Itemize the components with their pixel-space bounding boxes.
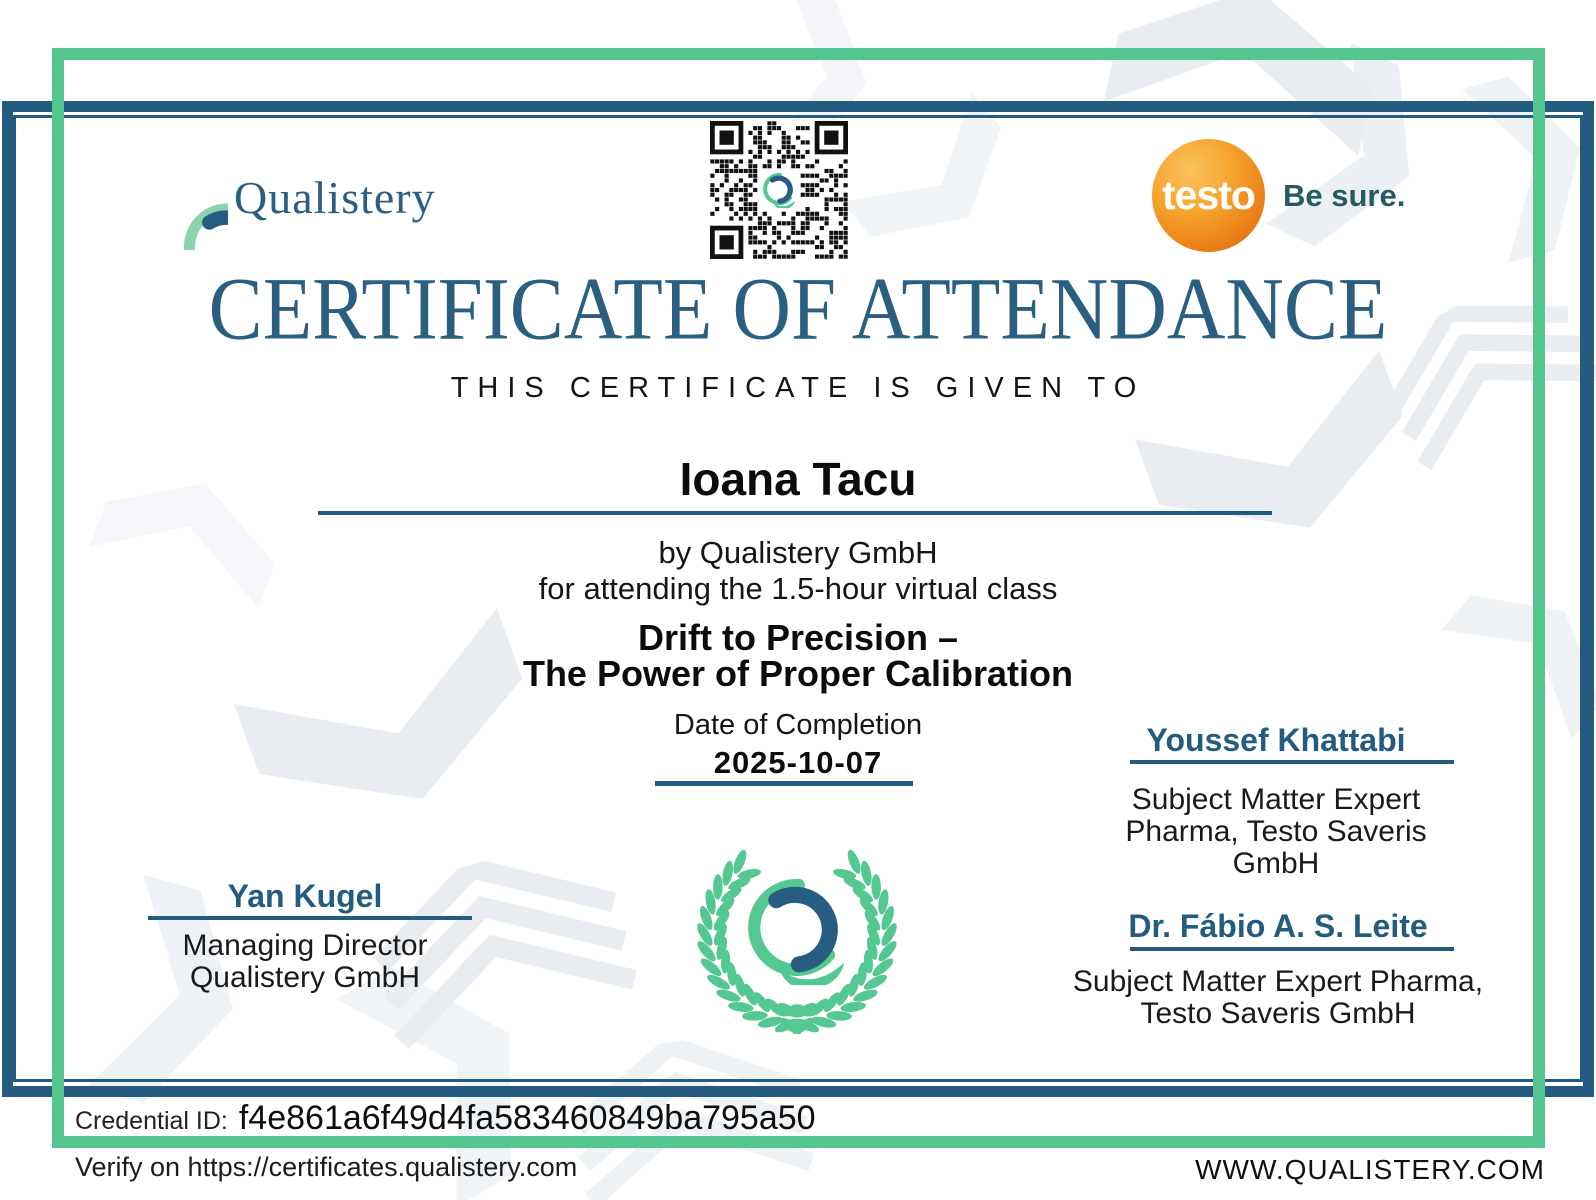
date-underline <box>655 781 913 786</box>
credential-id-value: f4e861a6f49d4fa583460849ba795a50 <box>238 1099 816 1137</box>
date-of-completion-label: Date of Completion <box>673 709 923 741</box>
signature-underline <box>1130 947 1454 951</box>
signature-underline <box>1130 760 1454 764</box>
signature-role: Subject Matter Expert Pharma, <box>1072 965 1484 998</box>
signature-role: Managing Director <box>182 929 428 962</box>
course-title-line1: Drift to Precision – <box>637 617 959 658</box>
recipient-name-underline <box>318 511 1272 515</box>
qr-code <box>710 121 848 259</box>
testo-logo <box>1152 139 1265 252</box>
website-url: WWW.QUALISTERY.COM <box>1195 1154 1545 1185</box>
testo-logo-text: testo <box>1162 172 1255 218</box>
testo-tagline: Be sure. <box>1283 177 1406 213</box>
credential-id-row <box>75 1099 816 1138</box>
signature-role: Testo Saveris GmbH <box>1140 997 1416 1030</box>
signature-role: Subject Matter Expert <box>1131 783 1421 816</box>
certificate-title: CERTIFICATE OF ATTENDANCE <box>208 259 1388 359</box>
issuer-line: by Qualistery GmbH <box>658 535 938 570</box>
signature-role: Qualistery GmbH <box>189 961 421 994</box>
certificate-subtitle: THIS CERTIFICATE IS GIVEN TO <box>450 372 1146 404</box>
qualistery-wordmark: Qualistery <box>234 171 436 223</box>
recipient-name: Ioana Tacu <box>679 453 917 505</box>
attendance-line: for attending the 1.5-hour virtual class <box>538 571 1058 606</box>
signature-underline <box>148 916 472 920</box>
date-of-completion-value: 2025-10-07 <box>713 745 883 780</box>
signature-name-fabio-leite: Dr. Fábio A. S. Leite <box>1128 908 1428 944</box>
signature-name-youssef-khattabi: Youssef Khattabi <box>1146 722 1406 758</box>
signature-role: GmbH <box>1232 847 1320 880</box>
signature-role: Pharma, Testo Saveris <box>1125 815 1427 848</box>
verify-url: Verify on https://certificates.qualistery.com <box>75 1152 578 1182</box>
signature-name-yan-kugel: Yan Kugel <box>227 878 383 914</box>
laurel-wreath-icon <box>672 820 922 1048</box>
credential-id-label: Credential ID: <box>75 1107 228 1135</box>
course-title-line2: The Power of Proper Calibration <box>522 653 1074 694</box>
qualistery-logo-icon <box>126 144 228 250</box>
